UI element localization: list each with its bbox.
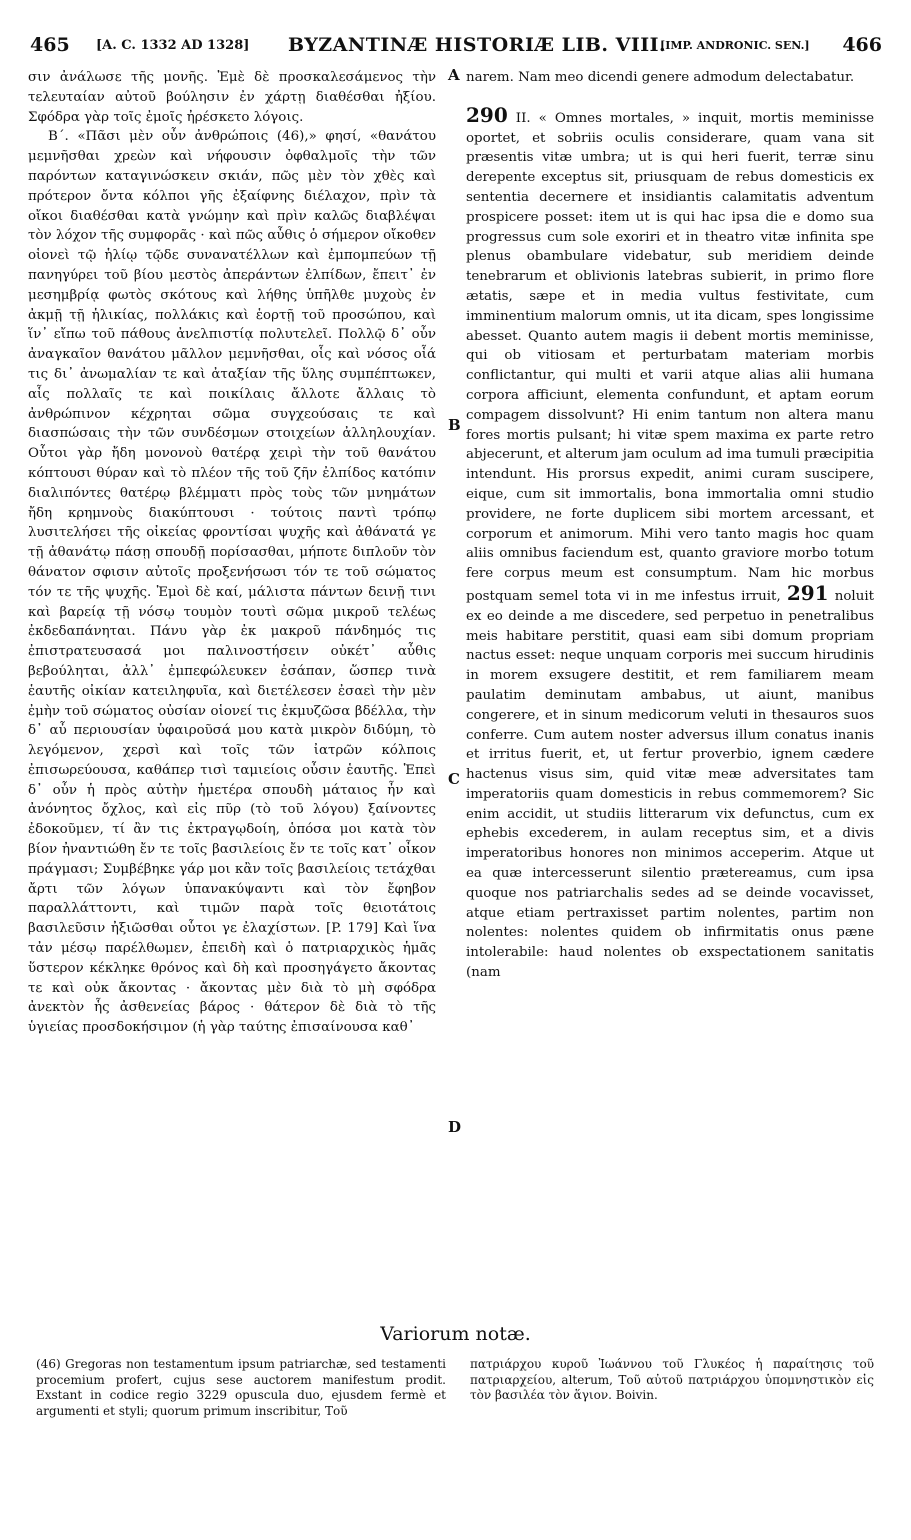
section-number-290: 290 xyxy=(466,102,508,127)
notes-title: Variorum notæ. xyxy=(380,1323,531,1345)
page-number-right: 466 xyxy=(842,34,882,56)
note-left: (46) Gregoras non testamentum ipsum patriarchæ, sed testamenti procemium profert, cujus sese auctorem manifestum prodit. Exstant in codice regio 3229 opuscula duo, ejusdem fermè et argumenti et styli; quorum primum inscribitur, Τοῦ xyxy=(36,1357,446,1418)
greek-paragraph-1: σιν ἀνάλωσε τῆς μονῆς. Ἐμὲ δὲ προσκαλεσάμενος τὴν τελευταίαν αὐτοῦ βούλησιν ἐν χάρτῃ διαθέσθαι ἠξίου. Σφόδρα γὰρ τοῖς ἐμοῖς ἠρέσκετο λόγοις. xyxy=(28,70,436,125)
latin-column xyxy=(466,68,874,1310)
greek-column xyxy=(28,68,436,1310)
latin-paragraph-3-text: noluit ex eo deinde a me discedere, sed perpetuo in penetralibus meis habitare perstitit, quasi eam sibi domum propriam nactus esset: neque unquam corporis mei succum hirudinis in morem exsugere destitit, et rem familiarem meam paulatim deminutam ambabus, ut aiunt, manibus congerere, et in sinum medicorum veluti in thesauros suos conferre. Cum autem noster adversus illum conatus inanis et irritus fuerit, et, ut fertur proverbio, ignem cædere hactenus visus sim, quid vitæ meæ adversitates tam imperatoriis quam domesticis in rebus commemorem? Sic enim accidit, ut studiis litterarum vix defunctus, cum ex ephebis excederem, in aulam receptus sim, et a divis imperatoribus honores non minimos acceperim. Atque ut ea quæ intercesserunt silentio prætereamus, cum ipsa quoque nos patriarchalis sedes ad se deinde vocavisset, atque etiam pertraxisset partim nolentes, partim non nolentes: nolentes quidem ob infirmitatis onus pæne intolerabile: haud nolentes ob exspectationem sanitatis (nam xyxy=(466,588,874,981)
running-header xyxy=(30,34,882,60)
greek-paragraph-2: Β΄. «Πᾶσι μὲν οὖν ἀνθρώποις (46),» φησί, «θανάτου μεμνῆσθαι χρεὼν καὶ νήφουσιν ὀφθαλμοῖς τὴν τῶν παρόντων καταγινώσκειν σκιάν, πῶς μὲν τὸν χθὲς καὶ πρότερον ὄντα κόλποι γῆς ἐξαίφνης διέλαχον, πρὶν τὰ οἴκοι διαθέσθαι κατὰ γνώμην καὶ πρὶν καλῶς διαβλέψαι τὸν λόχον τῆς συμφορᾶς · καὶ πῶς αὖθις ὁ σήμερον οἴκοθεν οἱονεὶ τῷ ἡλίῳ τῷδε συνανατέλλων καὶ ἐμπομπεύων τῇ πανηγύρει τοῦ βίου μεστὸς ἀπεράντων ἐλπίδων, ἔπειτ᾽ ἐν μεσημβρίᾳ φωτὸς σκότους καὶ λήθης ὑπῆλθε μυχοὺς ἐν ἀκμῇ τῇ ἡλικίας, πολλάκις καὶ ἑορτῇ τοῦ προσώπου, καὶ ἵν᾽ εἴπω τοῦ πάθους ἀνελπιστίᾳ πολυτελεῖ. Πολλῷ δ᾽ οὖν ἀναγκαῖον θανάτου μᾶλλον μεμνῆσθαι, οἷς καὶ νόσος οἷά τις δι᾽ ἀνωμαλίαν τε καὶ ἀταξίαν τῆς ὕλης συμπέπτωκεν, αἷς πολλαῖς τε καὶ ποικίλαις ἄλλοτε ἄλλαις τὸ ἀνθρώπινον κέχρηται σῶμα συγχεούσαις τε καὶ διασπώσαις τὴν τῶν συνδέσμων στοιχείων ἀλληλουχίαν. Οὗτοι γὰρ ἤδη μονονοὺ θατέρᾳ χειρὶ τὴν τοῦ θανάτου κόπτουσι θύραν καὶ τὸ πλέον τῆς τοῦ ζῆν ἐλπίδος κατόπιν διαλιπόντες θατέρῳ βλέμματι πρὸς τοὺς τῶν μνημάτων ἤδη κρημνοὺς διακύπτουσι · τούτοις παντὶ τρόπῳ λυσιτελήσει τῆς οἰκείας φροντίσαι ψυχῆς καὶ ἀθάνατά γε τῇ ἀθανάτῳ πάσῃ σπουδῇ πορίσασθαι, μήποτε διπλοῦν τὸν θάνατον σφισιν αὐτοῖς προξενήσωσι τόν τε τοῦ σώματος τόν τε τῆς ψυχῆς. Ἐμοὶ δὲ καί, μάλιστα πάντων δεινῇ τινι καὶ βαρείᾳ τῇ νόσῳ τουμὸν τουτὶ σῶμα μικροῦ τελέως ἐκδεδαπάνηται. Πάνυ γὰρ ἐκ μακροῦ πάνδημός τις ἐπιστρατευσασά μοι παλινοστήσειν οὐκέτ᾽ αὖθις βεβούληται, ἀλλ᾽ ἐμπεφώλευκεν ἐσάπαν, ὥσπερ τινὰ ἑαυτῆς οἰκίαν κατειληφυῖα, καὶ διετέλεσεν ἐσαεὶ τὴν μὲν ἐμὴν τοῦ σώματος οὐσίαν οἱονεί τις ἐκμυζῶσα βδέλλα, τὴν δ᾽ αὖ περιουσίαν ὑφαιροῦσά μου κατὰ μικρὸν διδύμη, τὸ λεγόμενον, χερσὶ καὶ τοῖς τῶν ἰατρῶν κόλποις ἐπισωρεύουσα, καθάπερ τισὶ ταμιείοις οὖσιν ἑαυτῆς. Ἐπεὶ δ᾽ οὖν ἡ πρὸς αὐτὴν ἡμετέρα σπουδὴ μάταιος ἦν καὶ ἀνόνητος ὄχλος, καὶ εἰς πῦρ (τὸ τοῦ λόγου) ξαίνοντες ἐδοκοῦμεν, τί ἂν τις ἐκτραγῳδοίη, ὁπόσα μοι κατὰ τὸν βίον ἠναντιώθη ἔν τε τοῖς βασιλείοις ἔν τε τοῖς κατ᾽ οἶκον πράγμασι; Συμβέβηκε γάρ μοι κἂν τοῖς βασιλείοις τετάχθαι ἄρτι τῶν λόγων ὑπανακύψαντι καὶ τὸν ἔφηβον παραλλάττοντι, καὶ τιμῶν παρὰ τοῖς θειοτάτοις βασιλεῦσιν ἠξιῶσθαι οὗτοι γε ἐλαχίστων. [P. 179] Καὶ ἵνα τἀν μέσῳ παρέλθωμεν, ἐπειδὴ καὶ ὁ πατριαρχικὸς ἡμᾶς ὕστερον κέκληκε θρόνος καὶ δὴ καὶ προσηγάγετο ἄκοντας τε καὶ οὐκ ἄκοντας · ἄκοντας μὲν διὰ τὸ μὴ σφόδρα ἀνεκτὸν ἧς ἀσθενείας βάρος · θάτερον δὲ διὰ τὸ τῆς ὑγιείας προσδοκήσιμον (ἡ γὰρ ταύτης ἐπισαίνουσα καθ᾽ xyxy=(28,129,436,1036)
header-section: [IMP. ANDRONIC. SEN.] xyxy=(660,39,810,52)
margin-letter-b: B xyxy=(448,416,461,434)
header-title: BYZANTINÆ HISTORIÆ LIB. VIII. xyxy=(288,34,667,56)
margin-letter-a: A xyxy=(448,66,460,84)
latin-paragraph-2-text: II. « Omnes mortales, » inquit, mortis meminisse oportet, et sobriis oculis considerare, quam vana sit præsentis vitæ umbra; ut is qui heri fuerit, terræ sinu derepente exceptus sit, priusquam de rebus domesticis ex sententia decernere et insidiantis calamitatis adventum prospicere posset: item ut is qui hac ipsa die e domo sua progressus cum sole exoriri et in theatro vitæ infinita spe plenus obambulare videbatur, sub meridiem deinde tenebrarum et oblivionis latebras subierit, in primo flore ætatis, sæpe et in media vultus festivitate, cum imminentium malorum omnis, ut ita dicam, spes longissime abesset. Quanto autem magis ii debent mortis meminisse, qui ob vitiosam et perturbatam materiam morbis conflictantur, qui multi et varii atque alias alii humana corpora afficiunt, elementa confundunt, et aptam eorum compagem dissolvunt? Hi enim tantum non altera manu fores mortis pulsant; hi vitæ spem maxima ex parte retro abjecerunt, et alterum jam oculum ad ima tumuli præcipitia intendunt. His prorsus expedit, animi curam suscipere, eique, cum sit immortalis, bona immortalia omni studio providere, ne forte duplicem sibi mortem arcessant, et corporum et animorum. Mihi vero tanto magis hoc quam aliis omnibus faciendum est, quanto graviore morbo totum fere corpus meum est consumptum. Nam hic morbus postquam semel tota vi in me infestus irruit, xyxy=(466,110,874,604)
margin-letter-d: D xyxy=(448,1118,462,1136)
section-number-291: 291 xyxy=(786,580,829,605)
latin-paragraph-2 xyxy=(466,102,874,983)
note-right: πατριάρχου κυροῦ Ἰωάννου τοῦ Γλυκέος ἡ παραίτησις τοῦ πατριαρχείου, alterum, Τοῦ αὐτοῦ πατριάρχου ὑπομνηστικὸν εἰς τὸν βασιλέα τὸν ἅγιον. Boivin. xyxy=(470,1357,874,1402)
header-years: [A. C. 1332 AD 1328] xyxy=(96,38,250,53)
latin-paragraph-1: narem. Nam meo dicendi genere admodum delectabatur. xyxy=(466,70,855,85)
margin-letter-c: C xyxy=(448,770,460,788)
page-number-left: 465 xyxy=(30,34,70,56)
